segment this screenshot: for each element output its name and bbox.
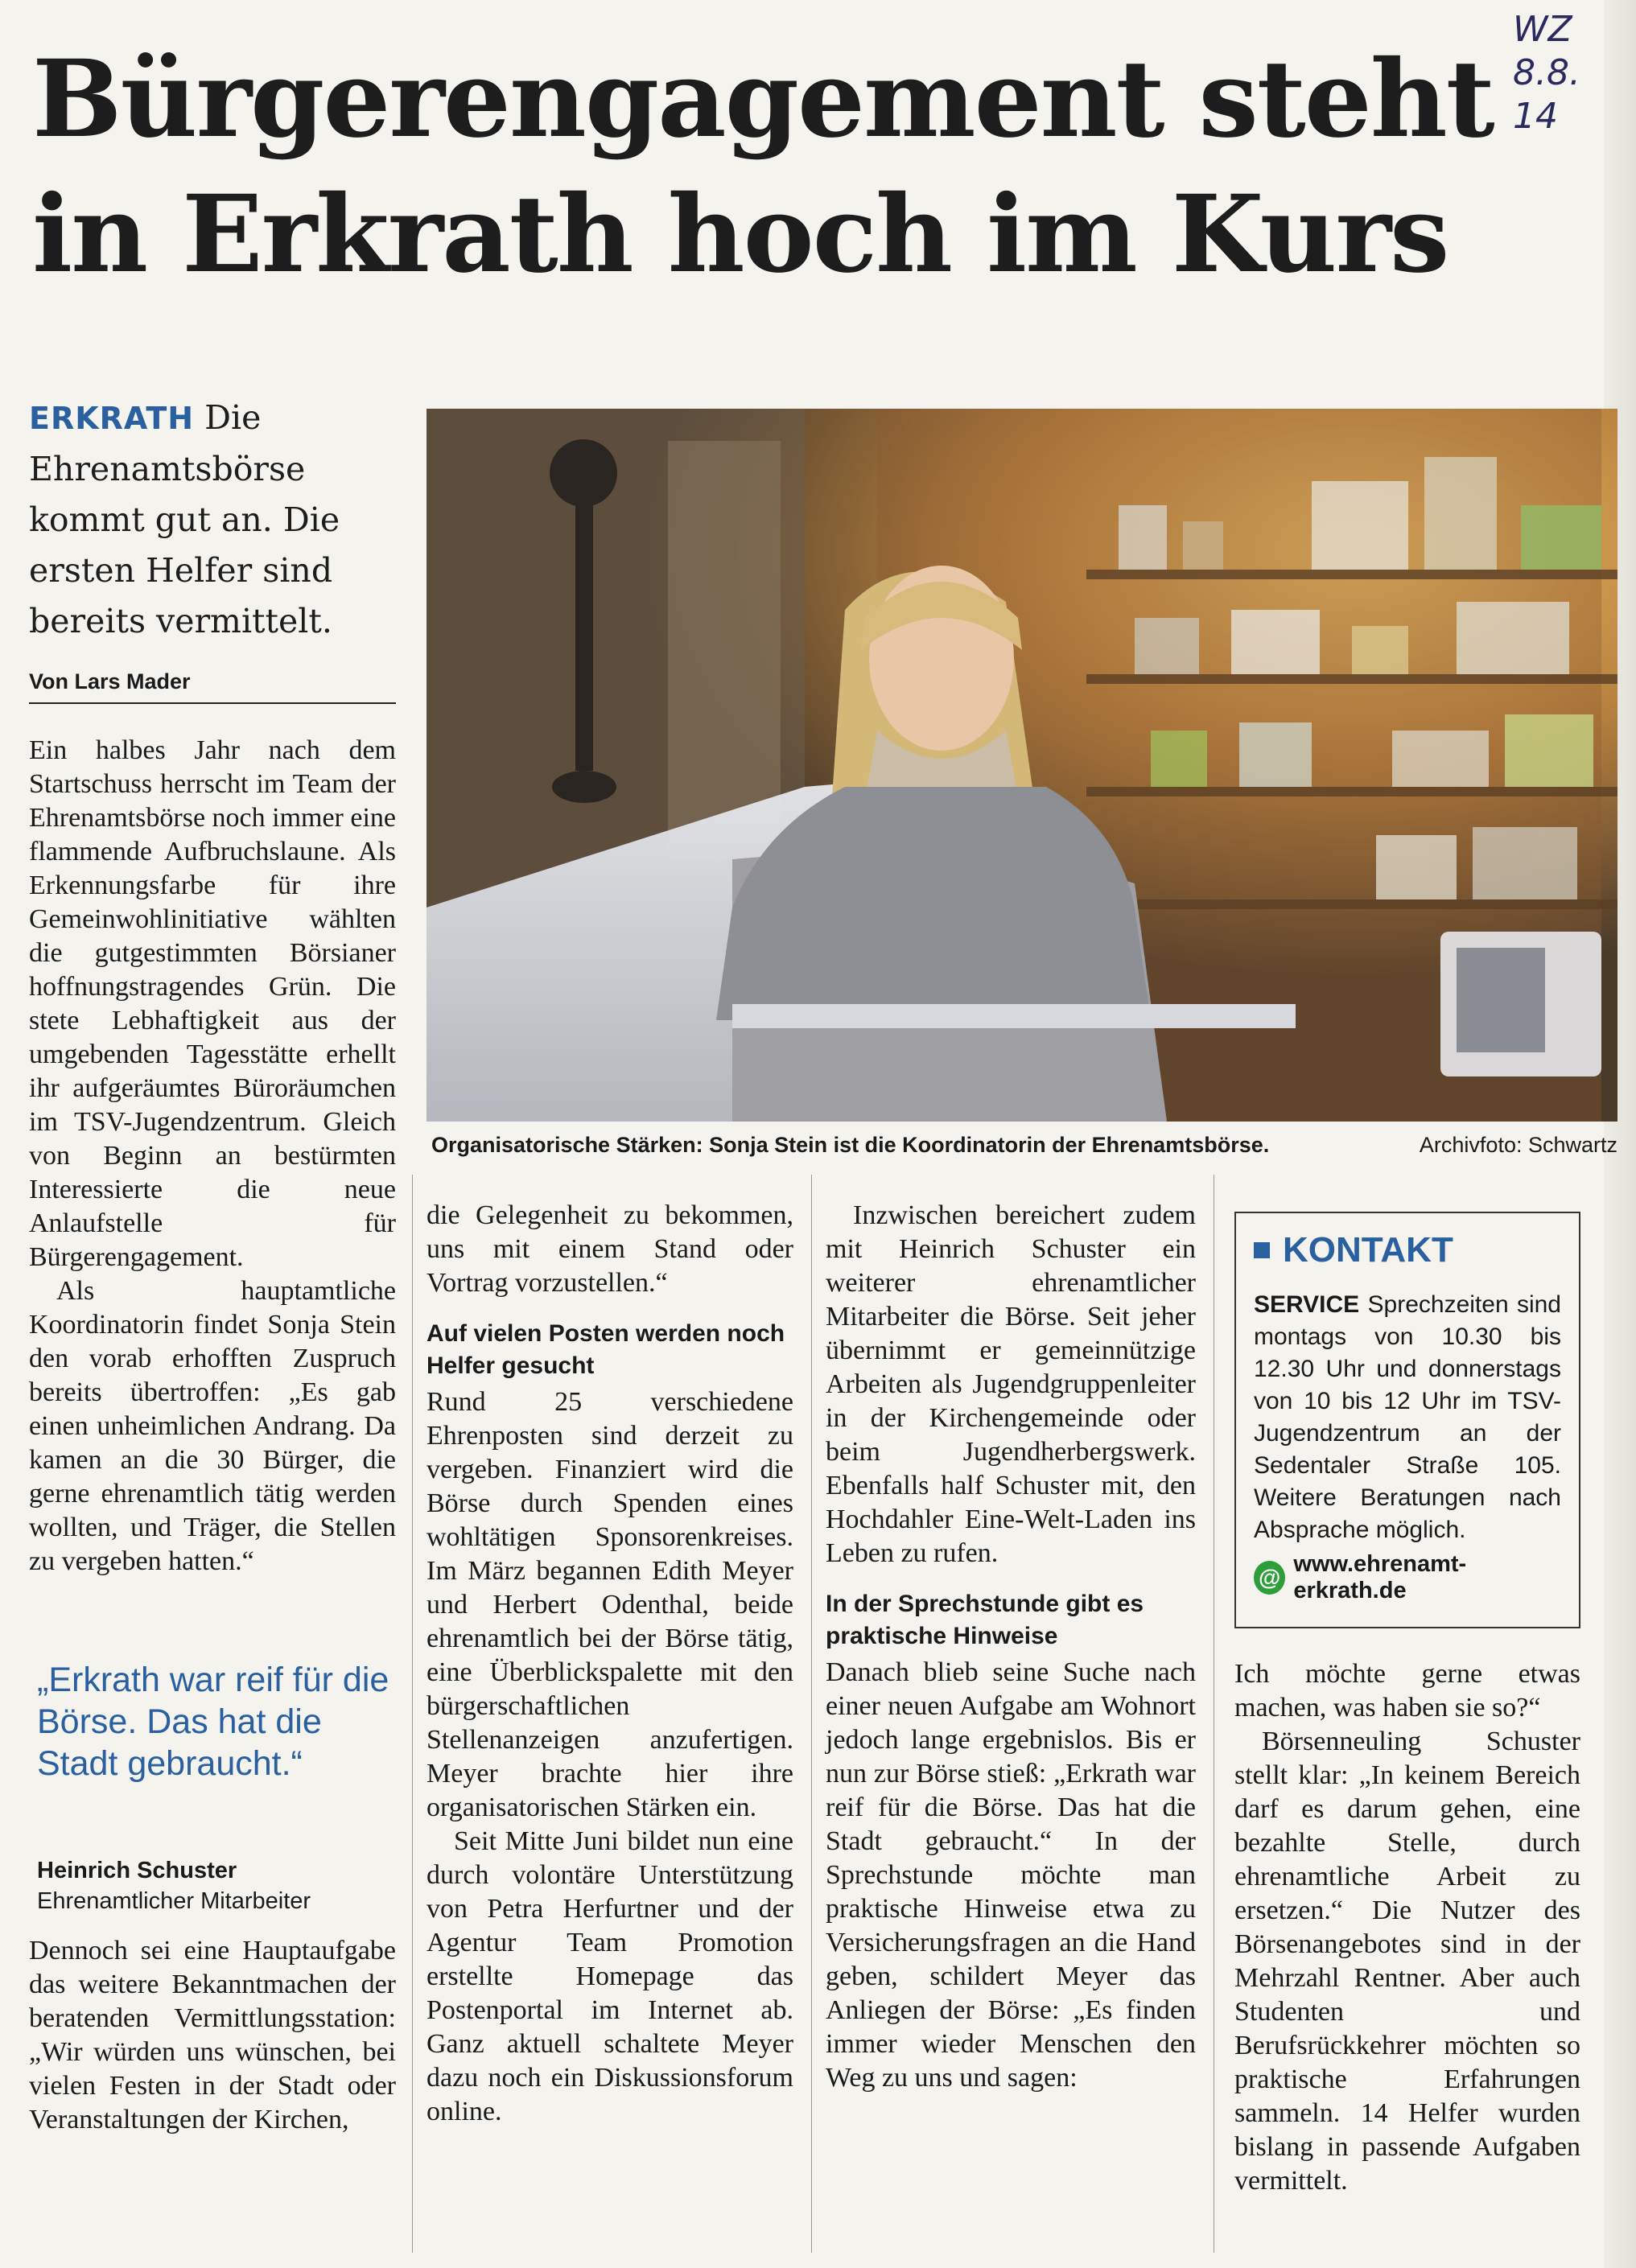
- lead-text: Die Ehrenamtsbörse kommt gut an. Die ersten Helfer sind bereits vermittelt.: [29, 398, 340, 640]
- column-3-paragraph-2: Danach blieb seine Suche nach einer neuen Aufgabe am Wohnort jedoch lange ergebnislos. Bis er nun zur Börse stieß: „Erkrath war reif für die Börse. Das hat die Stadt gebraucht.“ In der Sprechstunde möchte man praktische Hinweise etwa zu Versicherungsfragen an die Hand geben, schildert Meyer das Anliegen der Börse: „Es finden immer wieder Menschen den Weg zu uns und sagen:: [826, 1657, 1196, 2093]
- dateline: ERKRATH: [29, 401, 195, 436]
- kontakt-website-row: [1254, 1551, 1561, 1604]
- column-2-paragraph-3: Seit Mitte Juni bildet nun eine durch volontäre Unterstützung von Petra Herfurtner und der Agentur Team Promotion erstellte Homepage das Postenportal im Internet ab. Ganz aktuell schaltete Meyer dazu noch ein Diskussionsforum online.: [427, 1826, 793, 2126]
- lead-paragraph: [29, 393, 407, 647]
- column-divider-1: [412, 1175, 413, 2253]
- column-4: [1234, 1657, 1580, 2198]
- pull-quote-author: [37, 1855, 391, 1916]
- column-4-paragraph-1: Ich möchte gerne etwas machen, was haben sie so?“: [1234, 1659, 1580, 1723]
- handwritten-note-line-2: 8.8.: [1513, 52, 1580, 93]
- column-4-paragraph-2: Börsenneuling Schuster stellt klar: „In keinem Bereich darf es darum gehen, eine bezahlte Stelle, durch ehrenamtliche Arbeit zu ersetzen.“ Die Nutzer des Börsenangebotes sind in der Mehrzahl Rentner. Aber auch Studenten und Berufsrückkehrer möchten so praktische Erfahrungen sammeln. 14 Helfer wurden bislang in passende Aufgaben vermittelt.: [1234, 1727, 1580, 2196]
- column-1-paragraph-2: Als hauptamtliche Koordinatorin findet Sonja Stein den vorab erhofften Zuspruch bereits übertroffen: „Es gab einen unheimlichen Andrang. Da kamen an die 30 Bürger, die gerne ehrenamtlich tätig werden wollten, und Träger, die Stellen zu vergeben hatten.“: [29, 1276, 396, 1576]
- column-2-paragraph-2: Rund 25 verschiedene Ehrenposten sind derzeit zu vergeben. Finanziert wird die Börse durch Spenden eines wohltätigen Sponsorenkreises. Im März begannen Edith Meyer und Herbert Odenthal, beide ehrenamtlich bei der Börse tätig, eine Überblickspalette mit den bürgerschaftlichen Stellenanzeigen anzufertigen. Meyer brachte hier ihre organisatorischen Stärken ein.: [427, 1387, 793, 1822]
- kontakt-heading: [1254, 1226, 1561, 1274]
- photo-credit: Archivfoto: Schwartz: [1419, 1133, 1617, 1157]
- column-1-paragraph-3: Dennoch sei eine Hauptaufgabe das weitere Bekanntmachen der beratenden Vermittlungsstation: „Wir würden uns wünschen, bei vielen Festen in der Stadt oder Veranstaltungen der Kirchen,: [29, 1936, 396, 2134]
- kontakt-body: [1254, 1289, 1561, 1546]
- kontakt-box: [1234, 1212, 1580, 1628]
- handwritten-note-line-3: 14: [1513, 96, 1558, 137]
- article-photo: [427, 409, 1617, 1122]
- pull-quote-role: Ehrenamtlicher Mitarbeiter: [37, 1888, 311, 1914]
- caption-text: Organisatorische Stärken: Sonja Stein ist die Koordinatorin der Ehrenamtsbörse.: [431, 1133, 1270, 1157]
- headline-line-2: in Erkrath hoch im Kurs: [32, 172, 1448, 297]
- kontakt-label: SERVICE: [1254, 1291, 1360, 1318]
- column-3-paragraph-1: Inzwischen bereichert zudem mit Heinrich Schuster ein weiterer ehrenamtlicher Mitarbeiter die Börse. Seit jeher übernimmt er gemeinnützige Arbeiten als Jugendgruppenleiter in der Kirchengemeinde oder beim Jugendherbergswerk. Ebenfalls half Schuster mit, den Hochdahler Eine-Welt-Laden ins Leben zu rufen.: [826, 1200, 1196, 1568]
- square-bullet-icon: [1254, 1242, 1270, 1258]
- kontakt-text: Sprechzeiten sind montags von 10.30 bis 12.30 Uhr und donnerstags von 10 bis 12 Uhr im TSV-Jugendzentrum an der Sedentaler Straße 105. Weitere Beratungen nach Absprache möglich.: [1254, 1291, 1561, 1543]
- pull-quote-name: Heinrich Schuster: [37, 1858, 237, 1883]
- at-icon: @: [1254, 1561, 1285, 1595]
- kontakt-title: KONTAKT: [1283, 1230, 1453, 1270]
- handwritten-note: [1513, 8, 1626, 138]
- headline-line-1: Bürgerengagement steht: [32, 37, 1494, 162]
- column-2-subhead: Auf vielen Posten werden noch Helfer gesucht: [427, 1320, 785, 1379]
- photo-caption: [427, 1131, 1617, 1163]
- column-2-paragraph-1: die Gelegenheit zu bekommen, uns mit einem Stand oder Vortrag vorzustellen.“: [427, 1200, 793, 1298]
- kontakt-website: www.ehrenamt-erkrath.de: [1293, 1551, 1467, 1603]
- column-1-continued: [29, 1934, 396, 2137]
- pull-quote: „Erkrath war reif für die Börse. Das hat die Stadt gebraucht.“: [37, 1661, 389, 1783]
- column-3: [826, 1199, 1196, 2095]
- byline: Von Lars Mader: [29, 669, 396, 704]
- photo-illustration: [427, 409, 1617, 1122]
- handwritten-note-line-1: WZ: [1513, 9, 1572, 50]
- column-1-paragraph-1: Ein halbes Jahr nach dem Startschuss herrscht im Team der Ehrenamtsbörse noch immer eine flammende Aufbruchslaune. Als Erkennungsfarbe für ihre Gemeinwohlinitiative wählten die gutgestimmten Börsianer hoffnungstragendes Grün. Die stete Lebhaftigkeit aus der umgebenden Tagesstätte erhellt ihr aufgeräumtes Büroräumchen im TSV-Jugendzentrum. Gleich von Beginn an bestürmten Interessierte die neue Anlaufstelle für Bürgerengagement.: [29, 735, 397, 1272]
- column-3-subhead: In der Sprechstunde gibt es praktische Hinweise: [826, 1591, 1144, 1649]
- column-1: [29, 734, 396, 1579]
- headline: [32, 32, 1513, 303]
- column-divider-2: [811, 1175, 812, 2253]
- column-2: [427, 1199, 793, 2129]
